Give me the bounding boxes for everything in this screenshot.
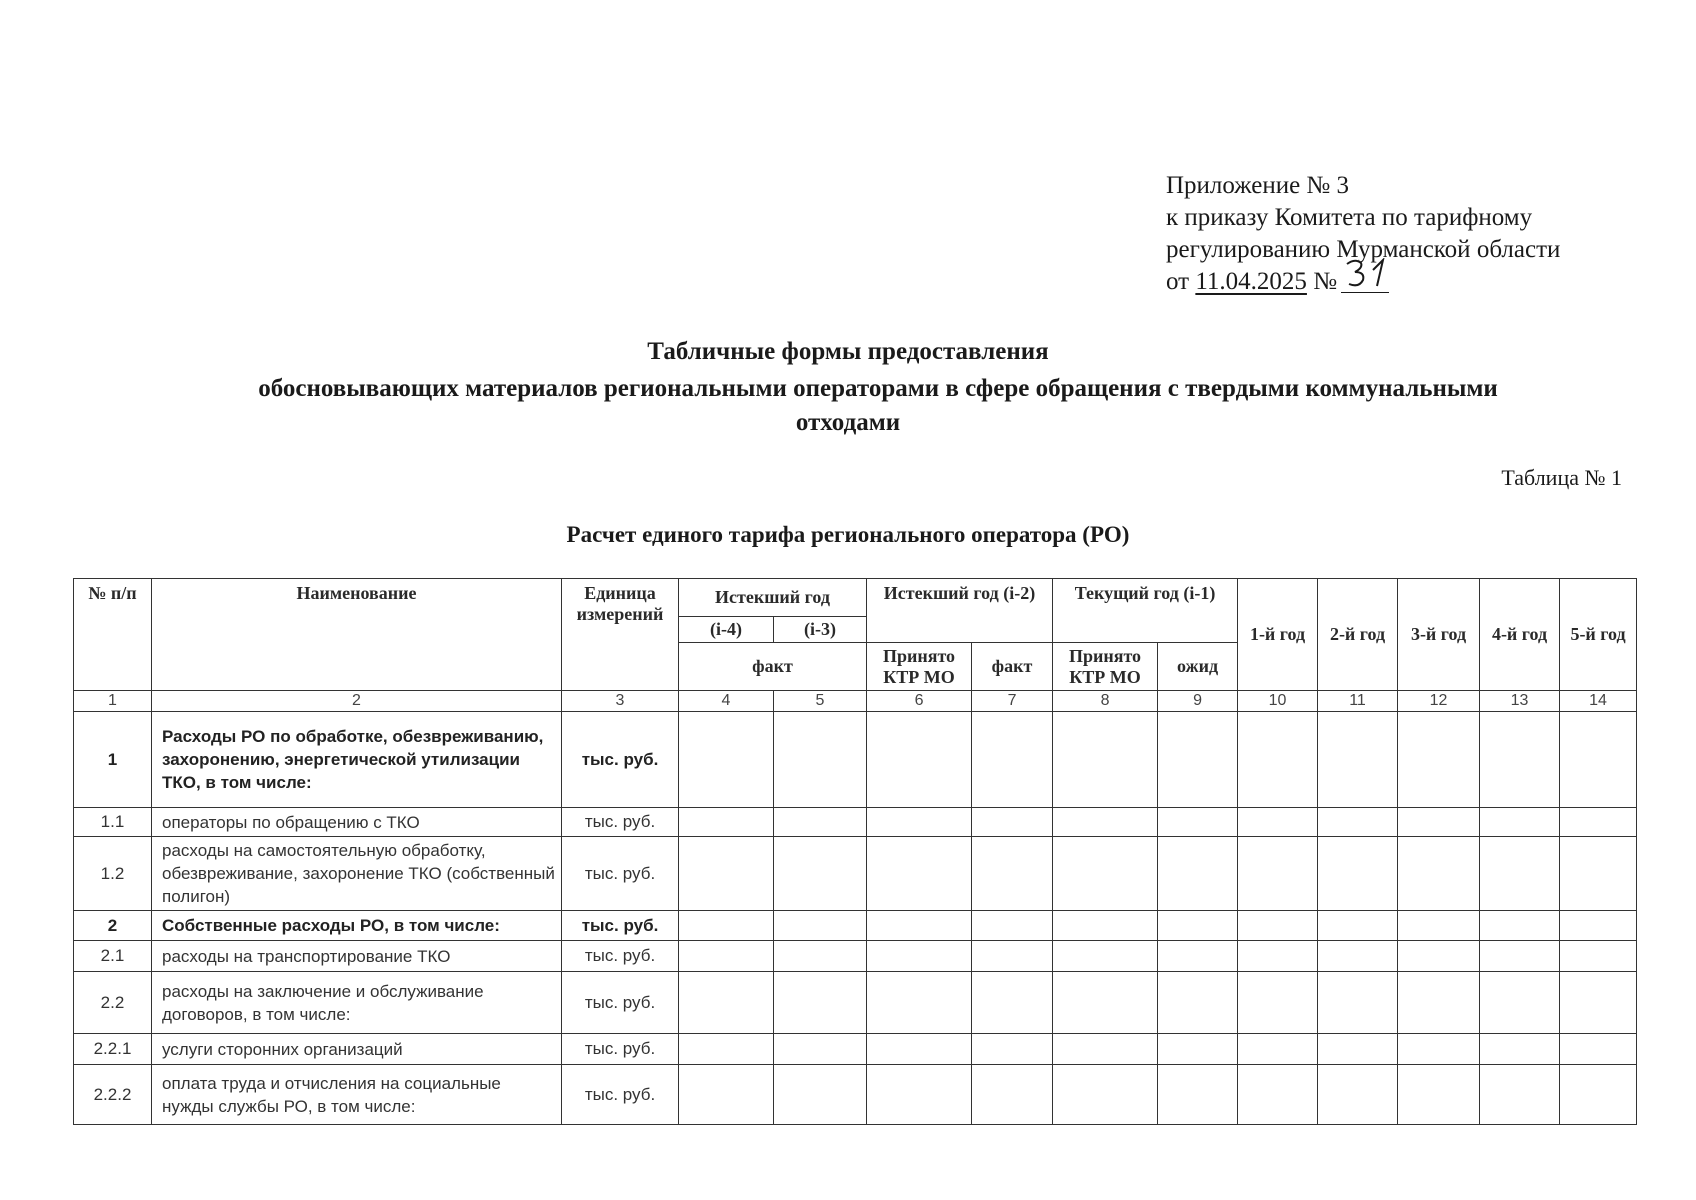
appendix-block [1166, 170, 1560, 298]
appendix-line3: регулированию Мурманской области [1166, 236, 1561, 263]
value-cell [1238, 837, 1318, 911]
row-name: оплата труда и отчисления на социальные нужды службы РО, в том числе: [152, 1065, 562, 1125]
value-cell [1053, 1065, 1158, 1125]
value-cell [1398, 1034, 1480, 1065]
value-cell [1238, 941, 1318, 972]
value-cell [1318, 808, 1398, 837]
column-number: 10 [1238, 691, 1318, 712]
value-cell [1398, 972, 1480, 1034]
value-cell [867, 712, 972, 808]
value-cell [679, 972, 774, 1034]
value-cell [1158, 1034, 1238, 1065]
header-current-year-i1: Текущий год (i-1) [1053, 579, 1238, 643]
table-row [74, 941, 1637, 972]
tariff-table [73, 578, 1637, 1125]
value-cell [774, 837, 867, 911]
value-cell [774, 1065, 867, 1125]
value-cell [1480, 1065, 1560, 1125]
table-row [74, 837, 1637, 911]
table-row [74, 1065, 1637, 1125]
row-number: 1.1 [74, 808, 152, 837]
table-row [74, 1034, 1637, 1065]
row-unit: тыс. руб. [562, 941, 679, 972]
table-body [74, 712, 1637, 1125]
value-cell [867, 972, 972, 1034]
column-number: 9 [1158, 691, 1238, 712]
title-line2: обосновывающих материалов региональными операторами в сфере обращения с твердыми коммунальными [258, 375, 1498, 402]
value-cell [972, 712, 1053, 808]
value-cell [1053, 1034, 1158, 1065]
value-cell [972, 837, 1053, 911]
column-number: 6 [867, 691, 972, 712]
value-cell [679, 911, 774, 941]
value-cell [1560, 911, 1637, 941]
header-name: Наименование [152, 579, 562, 691]
row-name: расходы на заключение и обслуживание договоров, в том числе: [152, 972, 562, 1034]
row-unit: тыс. руб. [562, 712, 679, 808]
value-cell [1318, 941, 1398, 972]
table-row [74, 972, 1637, 1034]
value-cell [679, 712, 774, 808]
value-cell [867, 837, 972, 911]
column-number: 4 [679, 691, 774, 712]
header-fact-i2: факт [972, 643, 1053, 691]
value-cell [972, 911, 1053, 941]
value-cell [1398, 941, 1480, 972]
row-number: 1 [74, 712, 152, 808]
table-number-label: Таблица № 1 [1501, 465, 1622, 490]
table-row [74, 911, 1637, 941]
column-number: 7 [972, 691, 1053, 712]
value-cell [1158, 712, 1238, 808]
value-cell [774, 712, 867, 808]
value-cell [1560, 941, 1637, 972]
value-cell [972, 808, 1053, 837]
value-cell [1480, 1034, 1560, 1065]
value-cell [1398, 911, 1480, 941]
row-number: 2.2 [74, 972, 152, 1034]
row-number: 1.2 [74, 837, 152, 911]
value-cell [972, 1065, 1053, 1125]
header-expected-i1: ожид [1158, 643, 1238, 691]
column-number: 13 [1480, 691, 1560, 712]
value-cell [1560, 1034, 1637, 1065]
row-number: 2.2.2 [74, 1065, 152, 1125]
value-cell [774, 941, 867, 972]
value-cell [1158, 837, 1238, 911]
header-unit: Единица измерений [562, 579, 679, 691]
value-cell [1318, 911, 1398, 941]
column-number-row [74, 691, 1637, 712]
value-cell [1318, 1034, 1398, 1065]
value-cell [679, 1065, 774, 1125]
value-cell [1238, 1034, 1318, 1065]
handwritten-order-number [1341, 266, 1389, 293]
row-unit: тыс. руб. [562, 1065, 679, 1125]
value-cell [1158, 972, 1238, 1034]
header-expired-year-i2: Истекший год (i-2) [867, 579, 1053, 643]
value-cell [1318, 1065, 1398, 1125]
value-cell [1398, 712, 1480, 808]
column-number: 12 [1398, 691, 1480, 712]
row-number: 2 [74, 911, 152, 941]
row-name: операторы по обращению с ТКО [152, 808, 562, 837]
value-cell [1560, 712, 1637, 808]
header-i3: (i-3) [774, 617, 867, 643]
header-year3: 3-й год [1398, 579, 1480, 691]
value-cell [1053, 972, 1158, 1034]
column-number: 2 [152, 691, 562, 712]
column-number: 14 [1560, 691, 1637, 712]
value-cell [1158, 911, 1238, 941]
value-cell [679, 941, 774, 972]
value-cell [1158, 941, 1238, 972]
row-number: 2.1 [74, 941, 152, 972]
value-cell [774, 972, 867, 1034]
column-number: 3 [562, 691, 679, 712]
value-cell [1238, 972, 1318, 1034]
header-fact: факт [679, 643, 867, 691]
header-i4: (i-4) [679, 617, 774, 643]
value-cell [1053, 808, 1158, 837]
row-name: Расходы РО по обработке, обезвреживанию, захоронению, энергетической утилизации ТКО, в том числе: [152, 712, 562, 808]
row-name: услуги сторонних организаций [152, 1034, 562, 1065]
value-cell [1238, 808, 1318, 837]
header-accepted-i2: Принято КТР МО [867, 643, 972, 691]
value-cell [867, 1034, 972, 1065]
header-year2: 2-й год [1318, 579, 1398, 691]
column-number: 5 [774, 691, 867, 712]
value-cell [1480, 941, 1560, 972]
value-cell [679, 837, 774, 911]
value-cell [1053, 941, 1158, 972]
column-number: 8 [1053, 691, 1158, 712]
row-name: расходы на самостоятельную обработку, обезвреживание, захоронение ТКО (собственный полигон) [152, 837, 562, 911]
row-unit: тыс. руб. [562, 837, 679, 911]
appendix-line2: к приказу Комитета по тарифному [1166, 204, 1533, 231]
value-cell [1318, 712, 1398, 808]
value-cell [1560, 808, 1637, 837]
value-cell [1398, 837, 1480, 911]
value-cell [972, 972, 1053, 1034]
value-cell [1053, 911, 1158, 941]
header-num: № п/п [74, 579, 152, 691]
value-cell [1158, 808, 1238, 837]
value-cell [867, 911, 972, 941]
appendix-no-sign: № [1313, 268, 1338, 295]
value-cell [1398, 808, 1480, 837]
value-cell [1318, 972, 1398, 1034]
header-accepted-i1: Принято КТР МО [1053, 643, 1158, 691]
value-cell [1053, 837, 1158, 911]
row-unit: тыс. руб. [562, 911, 679, 941]
row-unit: тыс. руб. [562, 808, 679, 837]
title-line1: Табличные формы предоставления [647, 338, 1049, 365]
row-unit: тыс. руб. [562, 972, 679, 1034]
row-number: 2.2.1 [74, 1034, 152, 1065]
value-cell [1480, 911, 1560, 941]
appendix-line1: Приложение № 3 [1166, 172, 1350, 199]
value-cell [1480, 712, 1560, 808]
value-cell [1560, 837, 1637, 911]
value-cell [774, 1034, 867, 1065]
table-caption: Расчет единого тарифа регионального оператора (РО) [566, 522, 1130, 547]
value-cell [774, 808, 867, 837]
value-cell [1238, 712, 1318, 808]
value-cell [1053, 712, 1158, 808]
row-name: расходы на транспортирование ТКО [152, 941, 562, 972]
value-cell [1480, 972, 1560, 1034]
value-cell [867, 941, 972, 972]
value-cell [1480, 808, 1560, 837]
table-row [74, 808, 1637, 837]
appendix-date: 11.04.2025 [1195, 268, 1307, 295]
column-number: 11 [1318, 691, 1398, 712]
header-year4: 4-й год [1480, 579, 1560, 691]
row-name: Собственные расходы РО, в том числе: [152, 911, 562, 941]
value-cell [1318, 837, 1398, 911]
value-cell [1238, 911, 1318, 941]
appendix-line4 [1166, 266, 1560, 298]
column-number: 1 [74, 691, 152, 712]
title-line3: отходами [795, 409, 901, 436]
row-unit: тыс. руб. [562, 1034, 679, 1065]
value-cell [1560, 1065, 1637, 1125]
value-cell [1398, 1065, 1480, 1125]
value-cell [1480, 837, 1560, 911]
value-cell [679, 808, 774, 837]
value-cell [1238, 1065, 1318, 1125]
header-expired-year: Истекший год [679, 579, 867, 617]
value-cell [679, 1034, 774, 1065]
value-cell [972, 1034, 1053, 1065]
header-year1: 1-й год [1238, 579, 1318, 691]
value-cell [972, 941, 1053, 972]
value-cell [1158, 1065, 1238, 1125]
value-cell [774, 911, 867, 941]
value-cell [867, 808, 972, 837]
value-cell [1560, 972, 1637, 1034]
header-year5: 5-й год [1560, 579, 1637, 691]
appendix-from: от [1166, 268, 1190, 295]
value-cell [867, 1065, 972, 1125]
table-row [74, 712, 1637, 808]
